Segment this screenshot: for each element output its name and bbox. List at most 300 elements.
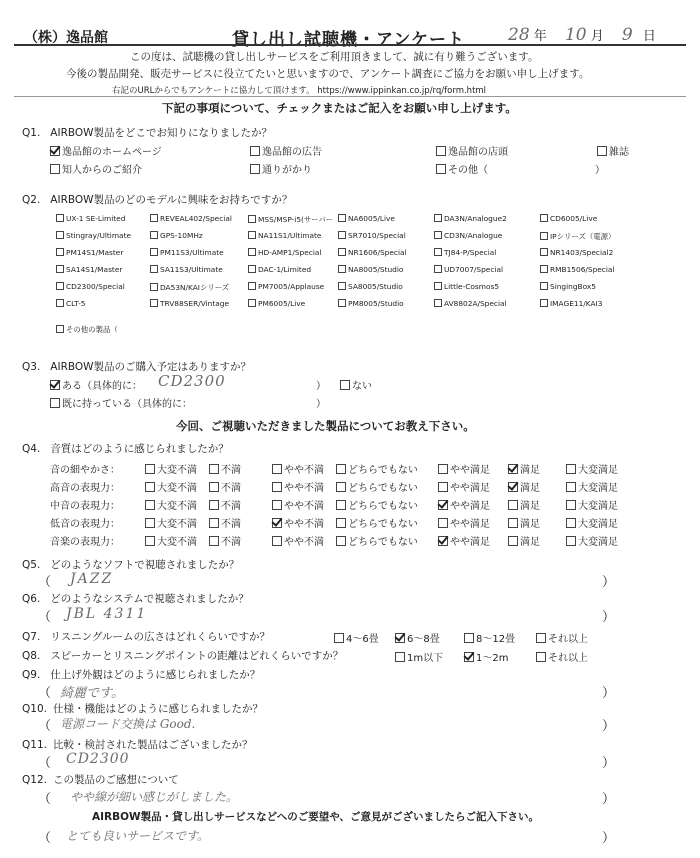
checkbox-icon[interactable] xyxy=(338,265,346,273)
q4-rating-option[interactable] xyxy=(566,461,618,476)
option-label: ない xyxy=(352,381,372,392)
checkbox-icon[interactable] xyxy=(566,464,576,474)
q1-number: Q1. xyxy=(22,127,41,139)
q3-owned-close: ） xyxy=(316,399,326,410)
q1-option-magazine[interactable] xyxy=(597,143,629,158)
closing-paren-open: （ xyxy=(38,831,52,846)
checkbox-icon[interactable] xyxy=(536,633,546,643)
checkbox-icon[interactable] xyxy=(434,248,442,256)
checkbox-icon[interactable] xyxy=(56,282,64,290)
model-option[interactable] xyxy=(150,265,223,274)
checkbox-icon[interactable] xyxy=(395,633,405,643)
checkbox-icon[interactable] xyxy=(248,248,256,256)
q5-number: Q5. xyxy=(22,559,41,571)
q4-row-label: 音楽の表現力： xyxy=(50,537,120,548)
q1-option-friend[interactable] xyxy=(50,161,142,176)
q4-rating-option[interactable] xyxy=(209,533,241,548)
model-label: CD2300/Special xyxy=(66,282,125,291)
q3-yes-close: ） xyxy=(316,381,326,392)
checkbox-icon[interactable] xyxy=(150,231,158,239)
checkbox-icon[interactable] xyxy=(508,500,518,510)
q2-other-products[interactable] xyxy=(56,324,118,335)
model-option[interactable] xyxy=(540,214,597,223)
rating-label: 大変不満 xyxy=(157,519,197,530)
model-label: CLT-5 xyxy=(66,299,86,308)
rating-label: 大変満足 xyxy=(578,519,618,530)
closing-answer[interactable]: とても良いサービスです。 xyxy=(66,829,210,843)
q4-rating-option[interactable] xyxy=(145,479,197,494)
q4-rating-option[interactable] xyxy=(508,461,540,476)
model-label: NA8005/Studio xyxy=(348,265,404,274)
checkbox-icon[interactable] xyxy=(540,299,548,307)
checkbox-icon[interactable] xyxy=(145,464,155,474)
option-label: 知人からのご紹介 xyxy=(62,165,142,176)
rating-label: 満足 xyxy=(520,537,540,548)
q4-rating-option[interactable] xyxy=(145,515,197,530)
q4-rating-option[interactable] xyxy=(438,461,490,476)
checkbox-icon[interactable] xyxy=(50,164,60,174)
q8-option-1-2m[interactable] xyxy=(464,649,508,664)
q11-question xyxy=(22,737,252,752)
q1-option-hp[interactable] xyxy=(50,143,162,158)
rating-label: 大変不満 xyxy=(157,465,197,476)
rating-label: やや満足 xyxy=(450,483,490,494)
q3-option-yes[interactable] xyxy=(50,377,142,392)
q3-yes-answer[interactable]: CD2300 xyxy=(158,372,226,390)
checkbox-icon[interactable] xyxy=(145,518,155,528)
closing-request: AIRBOW製品・貸し出しサービスなどへのご要望や、ご意見がございましたらご記入下さい。 xyxy=(92,811,539,823)
q9-answer[interactable]: 綺麗です。 xyxy=(60,686,124,701)
date-month-unit: 月 xyxy=(590,29,604,44)
checkbox-icon[interactable] xyxy=(438,482,448,492)
q4-rating-option[interactable] xyxy=(272,479,324,494)
instruction: 下記の事項について、チェックまたはご記入をお願い申し上げます。 xyxy=(162,101,517,115)
checkbox-icon[interactable] xyxy=(150,214,158,222)
checkbox-icon[interactable] xyxy=(434,231,442,239)
q4-rating-option[interactable] xyxy=(272,515,324,530)
checkbox-icon[interactable] xyxy=(150,265,158,273)
model-option[interactable] xyxy=(248,248,321,257)
q8-option-more[interactable] xyxy=(536,649,588,664)
model-label: IPシリーズ（電源） xyxy=(550,232,616,241)
q4-rating-option[interactable] xyxy=(272,461,324,476)
q4-text: 音質はどのように感じられましたか？ xyxy=(50,443,229,455)
q4-row-label: 音の細やかさ： xyxy=(50,465,120,476)
model-option[interactable] xyxy=(150,248,224,257)
rating-label: やや不満 xyxy=(284,519,324,530)
model-option[interactable] xyxy=(56,214,125,223)
checkbox-icon[interactable] xyxy=(438,500,448,510)
q3-option-owned[interactable] xyxy=(50,395,192,410)
model-option[interactable] xyxy=(150,299,229,308)
model-label: Stingray/Ultimate xyxy=(66,231,132,240)
checkbox-icon[interactable] xyxy=(508,464,518,474)
q12-paren-close: ） xyxy=(602,792,616,807)
q4-rating-option[interactable] xyxy=(438,533,490,548)
checkbox-icon[interactable] xyxy=(338,299,346,307)
checkbox-icon[interactable] xyxy=(336,518,346,528)
checkbox-icon[interactable] xyxy=(336,464,346,474)
rating-label: やや満足 xyxy=(450,465,490,476)
checkbox-icon[interactable] xyxy=(272,482,282,492)
checkbox-icon[interactable] xyxy=(50,146,60,156)
q9-number: Q9. xyxy=(22,669,41,681)
checkbox-icon[interactable] xyxy=(56,265,64,273)
rating-label: どちらでもない xyxy=(348,465,418,476)
model-option[interactable] xyxy=(338,265,403,274)
model-option[interactable] xyxy=(338,231,406,240)
checkbox-icon[interactable] xyxy=(56,231,64,239)
option-label: それ以上 xyxy=(548,634,588,645)
checkbox-icon[interactable] xyxy=(340,380,350,390)
rating-label: やや満足 xyxy=(450,519,490,530)
q10-number: Q10. xyxy=(22,703,47,715)
q12-question xyxy=(22,772,179,787)
checkbox-icon[interactable] xyxy=(434,265,442,273)
rating-label: 大変満足 xyxy=(578,501,618,512)
q11-text: 比較・検討された製品はございましたか？ xyxy=(52,739,253,751)
option-label: 逸品館の店頭 xyxy=(448,147,508,158)
q12-text: この製品のご感想について xyxy=(52,774,179,786)
q9-question xyxy=(22,667,260,682)
q3-number: Q3. xyxy=(22,361,41,373)
q4-rating-option[interactable] xyxy=(336,533,418,548)
q8-text: スピーカーとリスニングポイントの距離はどれくらいですか？ xyxy=(50,650,344,662)
q1-text: AIRBOW製品をどこでお知りになりましたか？ xyxy=(50,127,273,139)
checkbox-icon[interactable] xyxy=(272,500,282,510)
option-label: ある（具体的に： xyxy=(62,381,142,392)
q6-paren-open: （ xyxy=(38,610,52,625)
checkbox-icon[interactable] xyxy=(248,299,256,307)
option-label: その他（ xyxy=(448,165,488,176)
model-label: NR1606/Special xyxy=(348,248,407,257)
q4-rating-option[interactable] xyxy=(209,461,241,476)
q1-option-passing[interactable] xyxy=(250,161,312,176)
model-label: DAC-1/Limited xyxy=(258,265,312,274)
checkbox-icon[interactable] xyxy=(338,214,346,222)
q4-question xyxy=(22,441,229,456)
model-label: IMAGE11/KAI3 xyxy=(550,299,603,308)
model-option[interactable] xyxy=(434,265,503,274)
checkbox-icon[interactable] xyxy=(145,536,155,546)
checkbox-icon[interactable] xyxy=(250,146,260,156)
rating-label: 満足 xyxy=(520,465,540,476)
option-label: 逸品館のホームページ xyxy=(62,147,162,158)
q4-rating-option[interactable] xyxy=(566,515,618,530)
model-option[interactable] xyxy=(248,231,321,240)
checkbox-icon[interactable] xyxy=(209,482,219,492)
model-option[interactable] xyxy=(248,282,324,291)
checkbox-icon[interactable] xyxy=(145,482,155,492)
model-option[interactable] xyxy=(540,231,615,242)
model-label: SA8005/Studio xyxy=(348,282,403,291)
q4-rating-option[interactable] xyxy=(145,461,197,476)
q4-rating-option[interactable] xyxy=(438,479,490,494)
model-option[interactable] xyxy=(56,282,125,291)
checkbox-icon[interactable] xyxy=(338,231,346,239)
model-label: UD7007/Special xyxy=(444,265,504,274)
q3-text: AIRBOW製品のご購入予定はありますか？ xyxy=(50,361,252,373)
model-option[interactable] xyxy=(540,282,596,291)
q7-option-6-8[interactable] xyxy=(395,630,440,645)
q5-paren-open: （ xyxy=(38,575,52,590)
model-label: REVEAL402/Special xyxy=(160,214,232,223)
closing-paren-close: ） xyxy=(602,831,616,846)
checkbox-icon[interactable] xyxy=(540,248,548,256)
q10-text: 仕様・機能はどのように感じられましたか？ xyxy=(52,703,263,715)
q4-rating-option[interactable] xyxy=(508,533,540,548)
q7-text: リスニングルームの広さはどれくらいですか？ xyxy=(50,631,271,643)
q4-rating-option[interactable] xyxy=(566,533,618,548)
checkbox-icon[interactable] xyxy=(438,518,448,528)
checkbox-icon[interactable] xyxy=(508,518,518,528)
checkbox-icon[interactable] xyxy=(464,652,474,662)
option-label: 1m以下 xyxy=(407,653,444,664)
model-option[interactable] xyxy=(540,265,615,274)
rating-label: やや不満 xyxy=(284,483,324,494)
checkbox-icon[interactable] xyxy=(540,214,548,222)
intro-line-1: この度は、試聴機の貸し出しサービスをご利用頂きまして、誠に有り難うございます。 xyxy=(130,51,539,63)
q10-question xyxy=(22,701,263,716)
checkbox-icon[interactable] xyxy=(436,146,446,156)
q4-rating-option[interactable] xyxy=(336,515,418,530)
q4-row-label: 中音の表現力： xyxy=(50,501,120,512)
checkbox-icon[interactable] xyxy=(508,536,518,546)
checkbox-icon[interactable] xyxy=(434,282,442,290)
q7-option-8-12[interactable] xyxy=(464,630,515,645)
checkbox-icon[interactable] xyxy=(145,500,155,510)
model-option[interactable] xyxy=(56,265,122,274)
checkbox-icon[interactable] xyxy=(336,500,346,510)
checkbox-icon[interactable] xyxy=(272,464,282,474)
model-option[interactable] xyxy=(56,231,131,240)
q11-answer[interactable]: CD2300 xyxy=(66,751,130,767)
model-option[interactable] xyxy=(150,231,203,240)
option-label: その他の製品（ xyxy=(66,325,118,334)
q12-paren-open: （ xyxy=(38,792,52,807)
model-label: CD3N/Analogue xyxy=(444,231,503,240)
checkbox-icon[interactable] xyxy=(272,536,282,546)
q4-rating-option[interactable] xyxy=(272,497,324,512)
rating-label: 不満 xyxy=(221,519,241,530)
q7-option-4-6[interactable] xyxy=(334,630,379,645)
q11-number: Q11. xyxy=(22,739,47,751)
model-label: TRV88SER/Vintage xyxy=(160,299,229,308)
checkbox-icon[interactable] xyxy=(336,536,346,546)
q6-text: どのようなシステムで視聴されましたか？ xyxy=(50,593,249,605)
q4-rating-option[interactable] xyxy=(508,515,540,530)
q4-rating-option[interactable] xyxy=(336,479,418,494)
q1-option-other[interactable] xyxy=(436,161,488,176)
date-year: 28 xyxy=(508,25,530,45)
q4-rating-option[interactable] xyxy=(145,533,197,548)
model-option[interactable] xyxy=(248,265,311,274)
q12-number: Q12. xyxy=(22,774,47,786)
q4-rating-option[interactable] xyxy=(272,533,324,548)
q10-paren-open: （ xyxy=(38,719,52,734)
model-label: Little-Cosmos5 xyxy=(444,282,500,291)
option-label: 8～12畳 xyxy=(476,634,516,645)
model-option[interactable] xyxy=(248,214,333,225)
checkbox-icon[interactable] xyxy=(50,380,60,390)
q3-option-no[interactable] xyxy=(340,377,372,392)
q9-text: 仕上げ外観はどのように感じられましたか？ xyxy=(50,669,261,681)
checkbox-icon[interactable] xyxy=(56,214,64,222)
q4-rating-option[interactable] xyxy=(508,497,540,512)
rating-label: 満足 xyxy=(520,483,540,494)
q4-rating-option[interactable] xyxy=(209,479,241,494)
model-option[interactable] xyxy=(434,248,496,257)
rating-label: やや不満 xyxy=(284,537,324,548)
checkbox-icon[interactable] xyxy=(50,398,60,408)
header-divider xyxy=(14,44,686,46)
q4-rating-option[interactable] xyxy=(209,497,241,512)
model-option[interactable] xyxy=(248,299,305,308)
q4-rating-option[interactable] xyxy=(566,479,618,494)
rating-label: 満足 xyxy=(520,519,540,530)
rating-label: 不満 xyxy=(221,483,241,494)
checkbox-icon[interactable] xyxy=(597,146,607,156)
rating-label: 大変満足 xyxy=(578,483,618,494)
checkbox-icon[interactable] xyxy=(56,248,64,256)
rating-label: 満足 xyxy=(520,501,540,512)
checkbox-icon[interactable] xyxy=(434,299,442,307)
model-label: DA53N/KAIシリーズ xyxy=(160,283,230,292)
q11-paren-close: ） xyxy=(602,756,616,771)
model-option[interactable] xyxy=(434,231,502,240)
checkbox-icon[interactable] xyxy=(566,482,576,492)
checkbox-icon[interactable] xyxy=(248,282,256,290)
checkbox-icon[interactable] xyxy=(438,536,448,546)
rating-label: 大変不満 xyxy=(157,537,197,548)
checkbox-icon[interactable] xyxy=(395,652,405,662)
rating-label: どちらでもない xyxy=(348,501,418,512)
rating-label: 不満 xyxy=(221,537,241,548)
date-month: 10 xyxy=(564,25,587,45)
rating-label: やや不満 xyxy=(284,501,324,512)
checkbox-icon[interactable] xyxy=(209,500,219,510)
option-label: 通りがかり xyxy=(262,165,312,176)
intro-divider xyxy=(14,96,686,97)
rating-label: やや満足 xyxy=(450,537,490,548)
q10-paren-close: ） xyxy=(602,719,616,734)
checkbox-icon[interactable] xyxy=(508,482,518,492)
q4-rating-option[interactable] xyxy=(438,515,490,530)
checkbox-icon[interactable] xyxy=(434,214,442,222)
q6-number: Q6. xyxy=(22,593,41,605)
checkbox-icon[interactable] xyxy=(438,464,448,474)
intro-line-2: 今後の製品開発、販売サービスに役立てたいと思いますので、アンケート調査にご協力をお願い申し上げます。 xyxy=(66,68,590,80)
q4-rating-option[interactable] xyxy=(336,461,418,476)
checkbox-icon[interactable] xyxy=(334,633,344,643)
checkbox-icon[interactable] xyxy=(248,231,256,239)
q8-number: Q8. xyxy=(22,650,41,662)
checkbox-icon[interactable] xyxy=(536,652,546,662)
model-label: NR1403/Special2 xyxy=(550,248,614,257)
q4-rating-option[interactable] xyxy=(145,497,197,512)
checkbox-icon[interactable] xyxy=(338,248,346,256)
checkbox-icon[interactable] xyxy=(272,518,282,528)
date-day: 9 xyxy=(621,25,633,45)
q2-text: AIRBOW製品のどのモデルに興味をお持ちですか？ xyxy=(50,194,293,206)
q5-answer[interactable]: JAZZ xyxy=(70,571,114,587)
checkbox-icon[interactable] xyxy=(336,482,346,492)
option-label: それ以上 xyxy=(548,653,588,664)
checkbox-icon[interactable] xyxy=(464,633,474,643)
checkbox-icon[interactable] xyxy=(566,500,576,510)
q1-option-ad[interactable] xyxy=(250,143,322,158)
checkbox-icon[interactable] xyxy=(566,518,576,528)
checkbox-icon[interactable] xyxy=(248,265,256,273)
checkbox-icon[interactable] xyxy=(540,265,548,273)
checkbox-icon[interactable] xyxy=(540,232,548,240)
checkbox-icon[interactable] xyxy=(248,215,256,223)
model-label: MSS/MSP-i5(サーバー xyxy=(258,215,334,224)
q4-rating-option[interactable] xyxy=(566,497,618,512)
q1-option-store[interactable] xyxy=(436,143,508,158)
model-option[interactable] xyxy=(150,214,232,223)
page-title: 貸し出し試聴機・アンケート xyxy=(232,30,465,50)
checkbox-icon[interactable] xyxy=(150,283,158,291)
model-option[interactable] xyxy=(338,248,407,257)
model-option[interactable] xyxy=(434,214,507,223)
checkbox-icon[interactable] xyxy=(209,518,219,528)
option-label: 6～8畳 xyxy=(407,634,440,645)
model-option[interactable] xyxy=(540,248,613,257)
q4-rating-option[interactable] xyxy=(438,497,490,512)
q12-answer[interactable]: やや線が細い感じがしました。 xyxy=(70,790,239,804)
model-label: HD-AMP1/Special xyxy=(258,248,322,257)
checkbox-icon[interactable] xyxy=(540,282,548,290)
model-option[interactable] xyxy=(434,299,507,308)
model-option[interactable] xyxy=(338,214,395,223)
model-option[interactable] xyxy=(150,282,229,293)
option-label: 4～6畳 xyxy=(346,634,379,645)
checkbox-icon[interactable] xyxy=(56,325,64,333)
q7-option-more[interactable] xyxy=(536,630,588,645)
checkbox-icon[interactable] xyxy=(150,299,158,307)
q4-rating-option[interactable] xyxy=(209,515,241,530)
q10-answer[interactable]: 電源コード交換は Good. xyxy=(60,717,196,731)
model-option[interactable] xyxy=(56,248,123,257)
model-option[interactable] xyxy=(540,299,602,308)
rating-label: 大変不満 xyxy=(157,501,197,512)
model-option[interactable] xyxy=(434,282,499,291)
model-option[interactable] xyxy=(338,282,403,291)
checkbox-icon[interactable] xyxy=(566,536,576,546)
q8-option-under-1m[interactable] xyxy=(395,649,443,664)
checkbox-icon[interactable] xyxy=(250,164,260,174)
model-label: NA6005/Live xyxy=(348,214,395,223)
checkbox-icon[interactable] xyxy=(436,164,446,174)
model-option[interactable] xyxy=(338,299,404,308)
model-option[interactable] xyxy=(56,299,85,308)
q6-answer[interactable]: JBL 4311 xyxy=(66,606,148,622)
q4-rating-option[interactable] xyxy=(336,497,418,512)
checkbox-icon[interactable] xyxy=(56,299,64,307)
company-name: （株）逸品館 xyxy=(24,30,108,46)
checkbox-icon[interactable] xyxy=(338,282,346,290)
checkbox-icon[interactable] xyxy=(209,536,219,546)
q2-number: Q2. xyxy=(22,194,41,206)
q4-number: Q4. xyxy=(22,443,41,455)
model-label: AV8802A/Special xyxy=(444,299,507,308)
q7-question xyxy=(22,629,270,644)
date-field xyxy=(508,25,656,45)
checkbox-icon[interactable] xyxy=(209,464,219,474)
q4-rating-option[interactable] xyxy=(508,479,540,494)
checkbox-icon[interactable] xyxy=(150,248,158,256)
